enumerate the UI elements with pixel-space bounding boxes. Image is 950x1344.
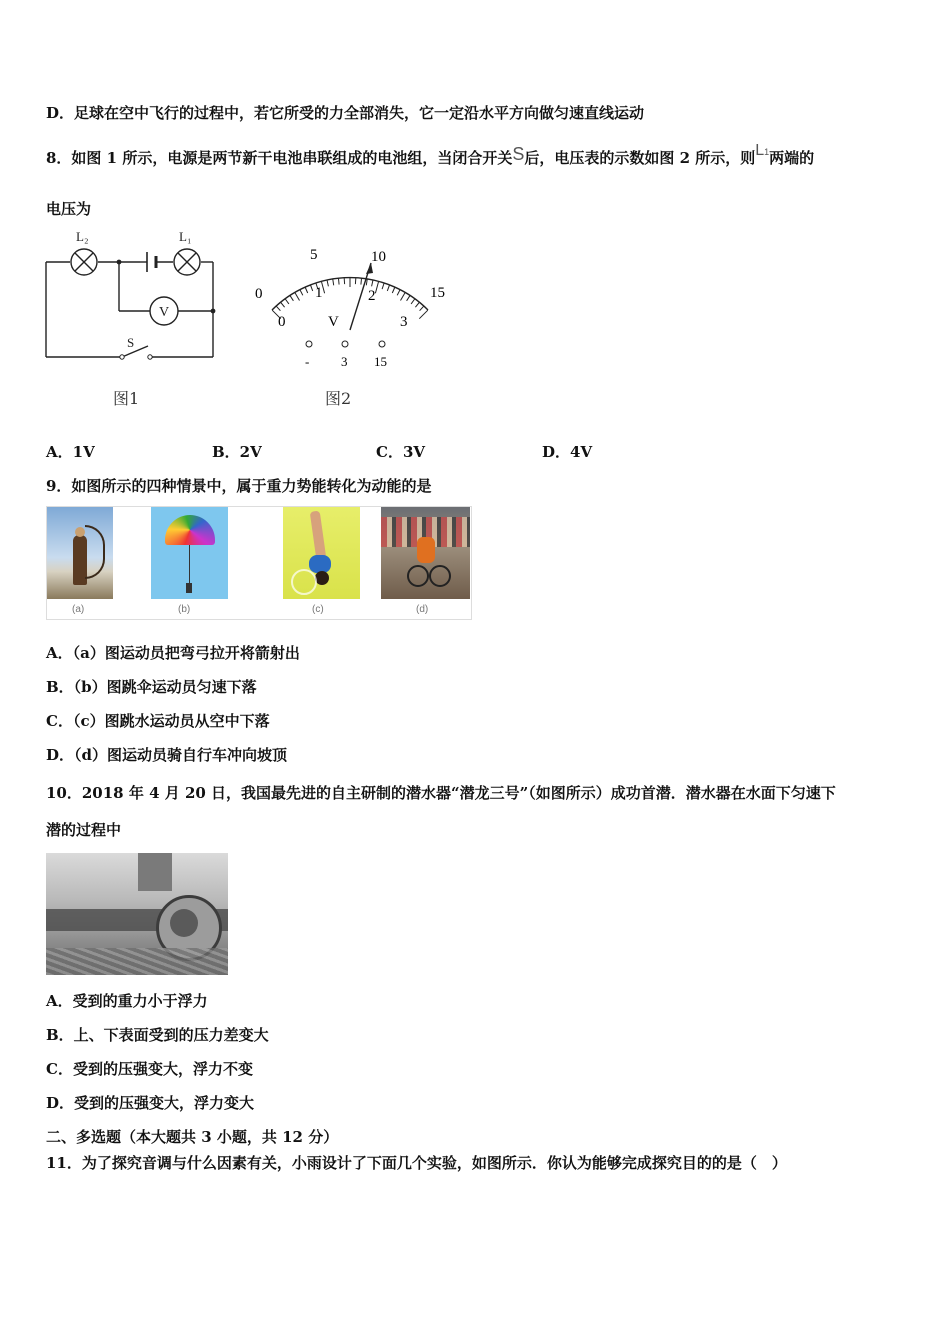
dial-tick (387, 285, 389, 291)
caption-d: (d) (416, 604, 429, 615)
dial-tick (333, 279, 334, 285)
dial-tick (375, 282, 378, 294)
q10-stem-line2: 潜的过程中 (46, 821, 122, 839)
q9-stem: 9．如图所示的四种情景中，属于重力势能转化为动能的是 (46, 477, 432, 495)
q10-option-c: C．受到的压强变大，浮力不变 (46, 1060, 253, 1078)
dial-tick (382, 283, 384, 289)
submersible-photo (46, 853, 228, 975)
section2-title: 二、多选题（本大题共 3 小题，共 12 分） (46, 1128, 339, 1146)
dial-tick (366, 279, 367, 285)
top-scale-10: 10 (371, 249, 386, 265)
voltmeter-dial (240, 238, 460, 378)
q9-option-c: C．（c）图跳水运动员从空中下落 (46, 712, 270, 730)
dial-tick (420, 306, 424, 310)
dial-tick (290, 296, 293, 301)
dial-tick (281, 303, 285, 308)
dial-tick (372, 280, 373, 286)
caption-c: (c) (312, 604, 324, 615)
q8-option-b: B．2V (212, 443, 262, 461)
figure2-label: 图2 (325, 389, 352, 408)
q10-option-a: A．受到的重力小于浮力 (46, 992, 208, 1010)
diver-photo (283, 507, 360, 599)
terminal-15: 15 (374, 354, 387, 369)
switch-label: S (127, 335, 135, 350)
dial-tick (361, 279, 362, 285)
terminal-minus: - (305, 354, 310, 369)
top-scale-0: 0 (255, 286, 263, 302)
archer-photo (47, 507, 113, 599)
dial-tick (407, 296, 410, 301)
dial-tick (419, 310, 428, 319)
caption-b: (b) (178, 604, 191, 615)
top-scale-15: 15 (430, 285, 445, 301)
dial-tick (295, 293, 300, 301)
q9-option-a: A．（a）图运动员把弯弓拉开将箭射出 (46, 644, 300, 662)
q8-stem-line2: 电压为 (46, 200, 92, 218)
figure1-label: 图1 (113, 389, 140, 408)
top-scale-5: 5 (310, 247, 318, 263)
caption-a: (a) (72, 604, 85, 615)
dial-tick (397, 290, 400, 295)
dial-tick (415, 303, 419, 308)
battery-icon (147, 252, 156, 272)
cyclist-photo (381, 507, 470, 599)
bottom-scale-2: 2 (368, 288, 376, 304)
lamp-l1-icon (174, 249, 200, 275)
bottom-scale-3: 3 (400, 314, 408, 330)
circuit-diagram (40, 225, 230, 370)
q11-stem: 11．为了探究音调与什么因素有关，小雨设计了下面几个实验，如图所示．你认为能够完成探究目的的是（ ） (46, 1154, 787, 1172)
q8-stem-c: 两端的 (769, 149, 815, 167)
q9-option-b: B．（b）图跳伞运动员匀速下落 (46, 678, 257, 696)
q7-option-d: D．足球在空中飞行的过程中，若它所受的力全部消失，它一定沿水平方向做匀速直线运动 (46, 104, 645, 122)
q8-option-a: A．1V (46, 443, 95, 461)
parachute-photo (151, 507, 228, 599)
terminal-3: 3 (341, 354, 348, 369)
voltmeter-label: V (158, 305, 170, 320)
dial-tick (411, 299, 415, 304)
dial-tick (311, 285, 313, 291)
bottom-scale-0: 0 (278, 314, 286, 330)
switch-symbol: S (512, 144, 525, 164)
q8-stem-a: 8．如图 1 所示，电源是两节新干电池串联组成的电池组，当闭合开关 (46, 149, 513, 167)
q8-option-d: D．4V (542, 443, 593, 461)
q8-option-c: C．3V (376, 443, 426, 461)
unit-label: V (328, 314, 339, 330)
q8-stem-b: 后，电压表的示数如图 2 所示，则 (524, 149, 756, 167)
dial-tick (327, 280, 328, 286)
q10-stem: 10．2018 年 4 月 20 日，我国最先进的自主研制的潜水器“潜龙三号”（如图所示）成功首潜．潜水器在水面下匀速下 (46, 784, 836, 802)
dial-tick (285, 299, 289, 304)
lamp-l1-label: L₁ (179, 229, 192, 244)
dial-tick (392, 288, 394, 294)
q8-stem (46, 142, 815, 168)
bottom-scale-1: 1 (315, 285, 323, 301)
q10-option-b: B．上、下表面受到的压力差变大 (46, 1026, 269, 1044)
dial-tick (401, 293, 406, 301)
q9-option-d: D．（d）图运动员骑自行车冲向坡顶 (46, 746, 287, 764)
q10-option-d: D．受到的压强变大，浮力变大 (46, 1094, 255, 1112)
dial-tick (305, 288, 307, 294)
dial-tick (339, 279, 340, 285)
dial-tick (276, 306, 280, 310)
lamp-l2-label: L₂ (76, 229, 89, 244)
dial-tick (300, 290, 303, 295)
lamp-l2-icon (71, 249, 97, 275)
lamp-symbol: L1 (755, 142, 770, 159)
